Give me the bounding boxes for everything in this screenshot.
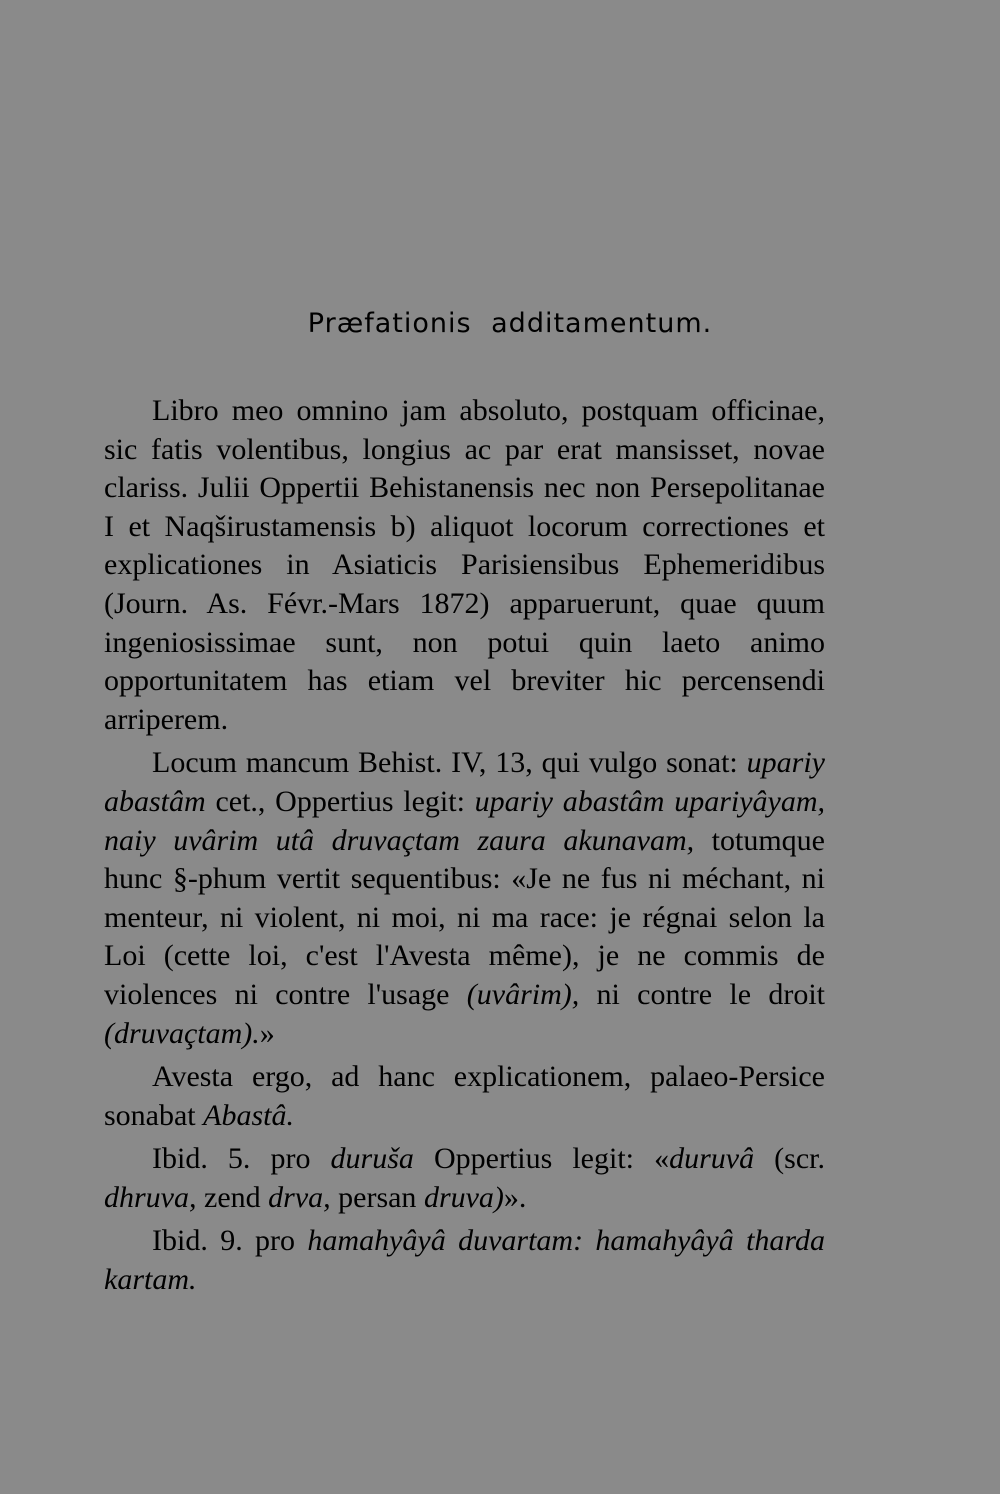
paragraph-4 <box>104 1140 825 1217</box>
body-text <box>104 392 825 1305</box>
text-span: ». <box>503 1180 527 1214</box>
italic-term: druva) <box>423 1180 504 1214</box>
text-span: Ibid. 5. pro <box>152 1142 331 1176</box>
italic-term: upariy abastâm upariyâyam, naiy uvârim utâ druvaçtam zaura akunavam, <box>104 784 825 857</box>
italic-term: Abastâ. <box>203 1098 294 1132</box>
italic-term: upariy abastâm <box>104 746 825 818</box>
italic-term: hamahyâyâ duvartam: hamahyâyâ tharda kartam. <box>104 1224 825 1297</box>
text-span: persan <box>330 1180 424 1214</box>
text-span: cet., Oppertius legit: <box>205 784 475 818</box>
italic-term: duruvâ <box>669 1142 755 1176</box>
italic-term: drva, <box>268 1180 331 1214</box>
italic-term: dhruva, <box>104 1180 197 1214</box>
paragraph-1: Libro meo omnino jam absoluto, postquam officinae, sic fatis volentibus, longius ac par erat mansisset, novae clariss. Julii Oppertii Behistanensis nec non Persepolitanae I et Naqširustamensis b) aliquot locorum correctiones et explicationes in Asiaticis Parisiensibus Ephemeridibus (Journ. As. Févr.-Mars 1872) apparuerunt, quae quum ingeniosissimae sunt, non potui quin laeto animo opportunitatem has etiam vel breviter hic percensendi arriperem. <box>104 394 825 736</box>
italic-term: duruša <box>330 1142 414 1176</box>
text-span: Ibid. 9. pro <box>152 1224 308 1258</box>
text-span: Locum mancum Behist. IV, 13, qui vulgo sonat: <box>152 746 747 780</box>
text-span: ni contre le droit <box>579 977 825 1011</box>
italic-term: (druvaçtam). <box>104 1016 260 1050</box>
text-span: Avesta ergo, ad hanc explicationem, palaeo-Persice sonabat <box>104 1060 825 1132</box>
text-span: totumque hunc §-phum vertit sequentibus: «Je ne fus ni méchant, ni menteur, ni violent, ni moi, ni ma race: je régnai selon la Loi (cette loi, c'est l'Avesta même), je ne commis de violences ni contre l'usage <box>104 823 825 1011</box>
text-span: (scr. <box>754 1142 825 1176</box>
text-span: » <box>259 1016 275 1050</box>
page-title: Præfationis additamentum. <box>307 308 713 339</box>
text-span: Oppertius legit: « <box>413 1142 670 1176</box>
italic-term: (uvârim), <box>466 977 580 1011</box>
paragraph-5 <box>104 1222 825 1299</box>
text-span: zend <box>196 1180 269 1214</box>
paragraph-3 <box>104 1058 825 1135</box>
paragraph-2 <box>104 744 825 1053</box>
